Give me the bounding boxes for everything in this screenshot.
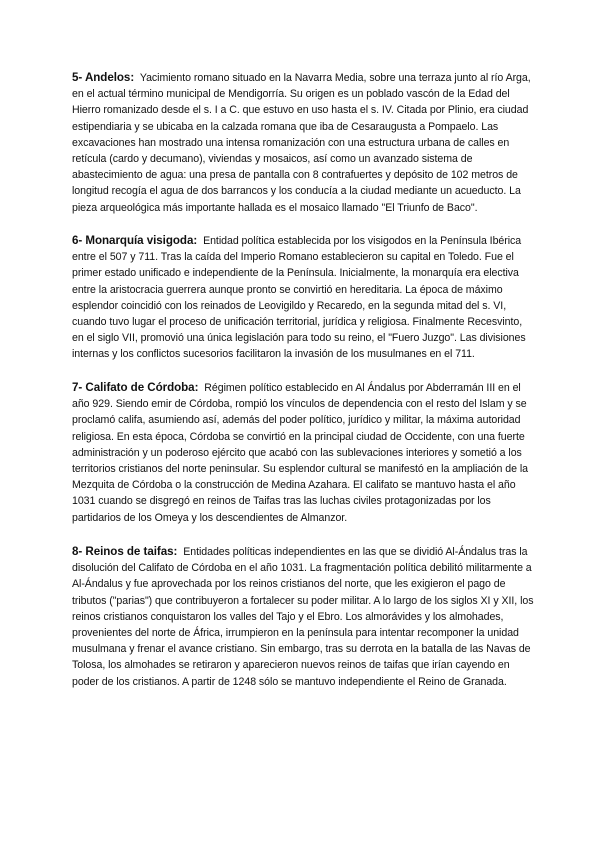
entry-califato-de-cordoba: [72, 380, 534, 526]
entry-term: 8- Reinos de taifas:: [72, 545, 178, 558]
entry-reinos-de-taifas: [72, 544, 534, 690]
entry-text: Yacimiento romano situado en la Navarra Media, sobre una terraza junto al río Arga, en el actual término municipal de Mendigorría. Su origen es un poblado vascón de la Edad del Hierro romanizado desde el s. I a C. que estuvo en uso hasta el s. IV. Citada por Plinio, era ciudad estipendiaria y se ubicaba en la calzada romana que iba de Cesaraugusta a Pompaelo. Las excavaciones han mostrado una intensa romanización con una estructura urbana de calles en retícula (cardo y decumano), viviendas y mosaicos, así como un avanzado sistema de abastecimiento de agua: una presa de pantalla con 8 contrafuertes y depósito de 102 metros de longitud recogía el agua de dos barrancos y los conducía a la ciudad mediante un acueducto. La pieza arqueológica más importante hallada es el mosaico llamado "El Triunfo de Baco".: [72, 72, 531, 214]
entry-term: 5- Andelos:: [72, 71, 135, 84]
entry-term: 7- Califato de Córdoba:: [72, 381, 199, 394]
entry-term: 6- Monarquía visigoda:: [72, 234, 198, 247]
entry-text: Régimen político establecido en Al Ándalus por Abderramán III en el año 929. Siendo emir de Córdoba, rompió los vínculos de dependencia con el resto del Islam y se proclamó califa, asumiendo así, además del poder político, jurídico y militar, la máxima autoridad religiosa. En esta época, Córdoba se convirtió en la principal ciudad de Occidente, con una fuerte administración y un poderoso ejército que acabó con las sublevaciones interiores y sometió a los territorios cristianos del norte peninsular. Su esplendor cultural se manifestó en la ampliación de la Mezquita de Córdoba o la construcción de Medina Azahara. El califato se mantuvo hasta el año 1031 cuando se disgregó en reinos de Taifas tras las luchas civiles protagonizadas por los partidarios de los Omeya y los descendientes de Almanzor.: [72, 382, 528, 524]
entry-andelos: [72, 70, 534, 216]
entry-monarquia-visigoda: [72, 233, 534, 363]
entry-text: Entidades políticas independientes en las que se dividió Al-Ándalus tras la disolución del Califato de Córdoba en el año 1031. La fragmentación política debilitó militarmente a Al-Ándalus y fue aprovechada por los reinos cristianos del norte, que les exigieron el pago de tributos ("parias") que contribuyeron a fortalecer su poder militar. A lo largo de los siglos XI y XII, los reinos cristianos conquistaron los valles del Tajo y el Ebro. Los almorávides y los almohades, provenientes del norte de África, irrumpieron en la península para intentar recomponer la unidad musulmana y frenar el avance cristiano. Sin embargo, tras su derrota en la batalla de las Navas de Tolosa, los almohades se retiraron y aparecieron nuevos reinos de taifas que irían cayendo en poder de los cristianos. A partir de 1248 sólo se mantuvo independiente el Reino de Granada.: [72, 546, 534, 688]
entry-text: Entidad política establecida por los visigodos en la Península Ibérica entre el 507 y 711. Tras la caída del Imperio Romano establecieron su capital en Toledo. Fue el primer estado unificado e independiente de la Península. Inicialmente, la monarquía era electiva entre la aristocracia guerrera aunque pronto se convirtió en hereditaria. La época de máximo esplendor coincidió con los reinados de Leovigildo y Recaredo, en la segunda mitad del s. VI, cuando tuvo lugar el proceso de unificación territorial, jurídica y religiosa. Finalmente Recesvinto, en el siglo VII, promovió una única legislación para todo su reino, el "Fuero Juzgo". Las divisiones internas y los conflictos sucesorios facilitaron la invasión de los musulmanes en el 711.: [72, 235, 526, 361]
